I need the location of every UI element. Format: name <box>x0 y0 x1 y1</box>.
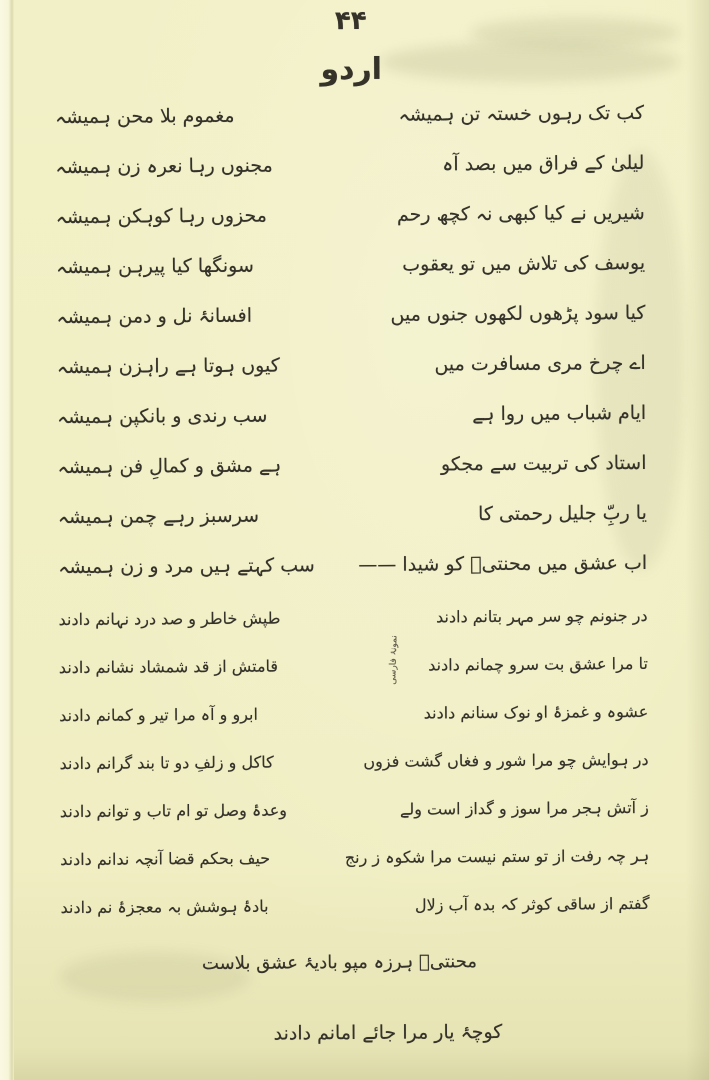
hemistich: طپش خاطر و صد درد نہانم دادند <box>58 608 281 630</box>
hemistich: یوسف کی تلاش میں تو یعقوب <box>402 251 646 276</box>
couplet-row <box>59 750 648 802</box>
urdu-ghazal <box>55 102 647 606</box>
hemistich: ہر چہ رفت از تو ستم نیست مرا شکوہ ز رنج <box>344 845 650 868</box>
couplet-row <box>57 402 646 456</box>
maqta-line: کوچۂ یار مرا جائے امانم دادند <box>273 1020 503 1045</box>
hemistich: در ہوایش چو مرا شور و فغاں گشت فزوں <box>363 749 649 771</box>
persian-ghazal <box>58 606 649 946</box>
hemistich: مغموم بلا محن ہمیشہ <box>54 104 235 129</box>
couplet-row <box>60 846 649 898</box>
couplet-row <box>58 502 647 556</box>
hemistich: سب رندی و بانکپن ہمیشہ <box>57 404 268 429</box>
hemistich: کب تک رہوں خستہ تن ہمیشہ <box>398 101 645 126</box>
hemistich: گفتم از ساقی کوثر کہ بدہ آب زلال <box>414 893 650 915</box>
hemistich: یا ربِّ جلیل رحمتی کا <box>477 501 647 526</box>
hemistich: قامتش از قد شمشاد نشانم دادند <box>58 656 279 678</box>
hemistich: ایام شباب میں روا ہے <box>472 401 647 426</box>
hemistich: ابرو و آہ مرا تیر و کمانم دادند <box>59 704 258 726</box>
hemistich: کاکل و زلفِ دو تا بند گرانم دادند <box>59 752 274 774</box>
hemistich: عشوہ و غمزۂ او نوک سنانم دادند <box>423 701 649 723</box>
page-number: ۴۴ <box>334 5 367 37</box>
hemistich: وعدۂ وصل تو ام تاب و توانم دادند <box>59 800 288 822</box>
hemistich: سونگھا کیا پیرہن ہمیشہ <box>56 254 254 279</box>
hemistich: حیف بحکم قضا آنچہ ندانم دادند <box>60 848 271 870</box>
couplet-row <box>59 654 648 706</box>
couplet-row <box>60 894 649 946</box>
hemistich: اب عشق میں محنتیؔ کو شیدا —— <box>358 551 648 576</box>
couplet-row <box>58 552 647 606</box>
hemistich: در جنونم چو سر مہر بتانم دادند <box>436 605 648 627</box>
maqta-line: محنتیؔ ہرزہ مپو بادیۂ عشق بلاست <box>201 951 478 975</box>
couplet-row <box>57 352 646 406</box>
hemistich: افسانۂ نل و دمن ہمیشہ <box>56 304 253 329</box>
hemistich: اے چرخ مری مسافرت میں <box>434 351 646 376</box>
couplet-row <box>60 798 649 850</box>
hemistich: محزوں رہا کوہکن ہمیشہ <box>55 204 267 229</box>
hemistich: تا مرا عشق بت سرو چمانم دادند <box>428 653 648 675</box>
couplet-row <box>59 702 648 754</box>
section-heading-urdu: اردو <box>320 51 383 88</box>
couplet-row <box>57 452 646 506</box>
couplet-row <box>56 202 645 256</box>
hemistich: کیا سود پڑھوں لکھوں جنوں میں <box>390 301 646 326</box>
hemistich: شیریں نے کیا کبھی نہ کچھ رحم <box>396 201 645 226</box>
couplet-row <box>55 102 644 156</box>
hemistich: ز آتش ہجر مرا سوز و گداز است ولے <box>399 797 649 819</box>
hemistich: بادۂ ہوشش بہ معجزۂ نم دادند <box>60 896 269 918</box>
couplet-row <box>55 152 644 206</box>
couplet-row <box>56 252 645 306</box>
hemistich: سب کہتے ہیں مرد و زن ہمیشہ <box>58 554 315 579</box>
margin-note-persian: نمونۂ فارسی <box>388 634 400 685</box>
hemistich: استاد کی تربیت سے مجکو <box>440 451 647 476</box>
hemistich: سرسبز رہے چمن ہمیشہ <box>57 504 260 529</box>
hemistich: لیلیٰ کے فراق میں بصد آہ <box>442 151 645 176</box>
couplet-row <box>56 302 645 356</box>
couplet-row <box>58 606 647 658</box>
hemistich: کیوں ہوتا ہے راہزن ہمیشہ <box>56 354 280 379</box>
hemistich: ہے مشق و کمالِ فن ہمیشہ <box>57 454 282 479</box>
hemistich: مجنوں رہا نعرہ زن ہمیشہ <box>55 154 273 179</box>
